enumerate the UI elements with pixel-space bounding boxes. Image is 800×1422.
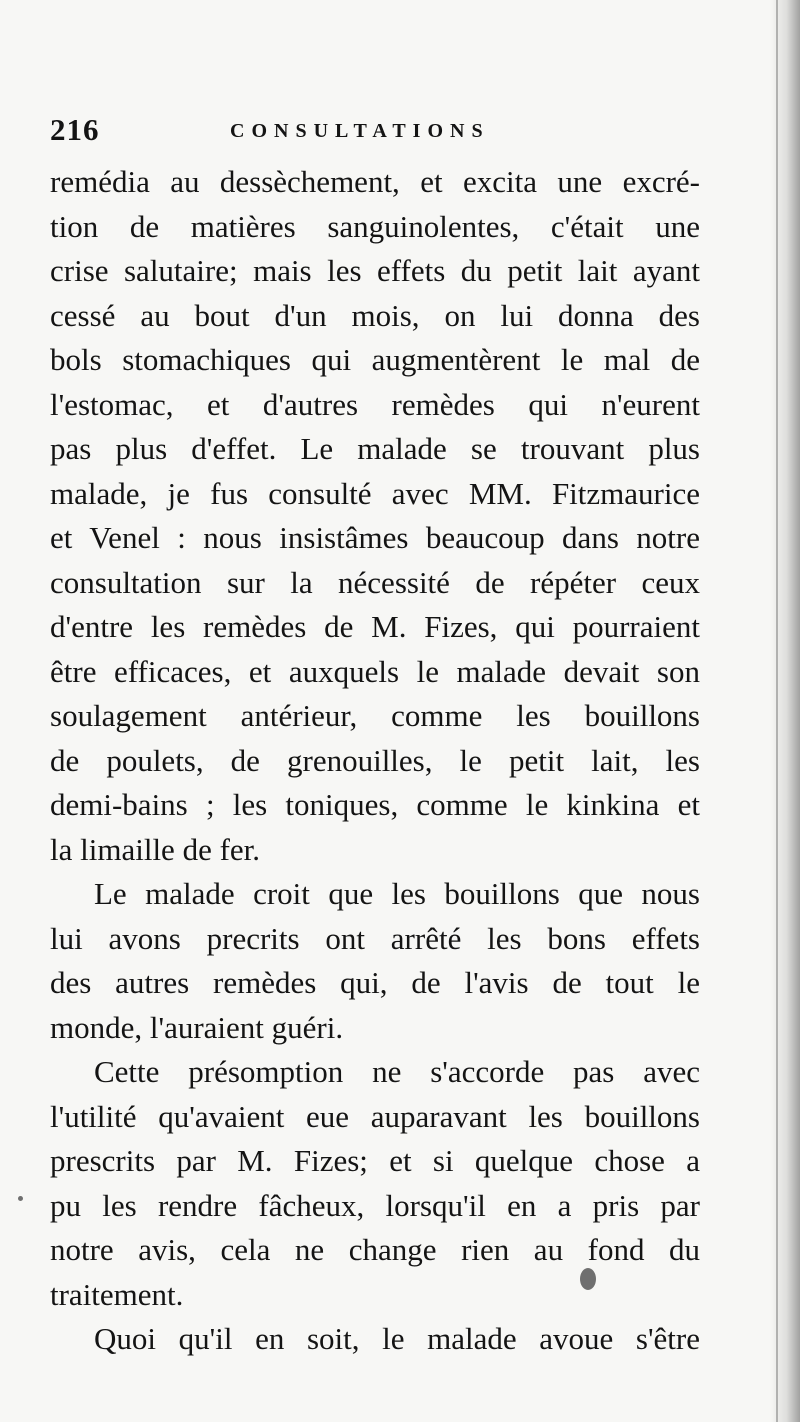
text-line: tion de matières sanguinolentes, c'était une	[50, 208, 700, 244]
text-line: l'estomac, et d'autres remèdes qui n'eurent	[50, 386, 700, 422]
text-line: consultation sur la nécessité de répéter ceux	[50, 564, 700, 600]
page-header	[50, 112, 520, 152]
page-number: 216	[50, 112, 100, 147]
text-line: bols stomachiques qui augmentèrent le mal de	[50, 342, 700, 377]
running-head: CONSULTATIONS	[230, 120, 490, 142]
text-line: lui avons precrits ont arrêté les bons effets	[50, 920, 700, 956]
text-line: pu les rendre fâcheux, lorsqu'il en a pris par	[50, 1187, 700, 1223]
text-line: notre avis, cela ne change rien au fond du	[50, 1232, 700, 1267]
text-line: demi-bains ; les toniques, comme le kinkina et	[50, 787, 700, 822]
text-line: l'utilité qu'avaient eue auparavant les bouillons	[50, 1098, 700, 1134]
text-line: monde, l'auraient guéri.	[50, 1009, 344, 1045]
text-line: Le malade croit que les bouillons que nous	[94, 876, 700, 911]
text-line: Quoi qu'il en soit, le malade avoue s'être	[94, 1321, 700, 1356]
text-line: remédia au dessèchement, et excita une excré-	[50, 164, 700, 199]
text-line: Cette présomption ne s'accorde pas avec	[94, 1054, 700, 1089]
text-line: de poulets, de grenouilles, le petit lait, les	[50, 742, 700, 778]
text-line: crise salutaire; mais les effets du petit lait ayant	[50, 253, 700, 288]
text-line: malade, je fus consulté avec MM. Fitzmaurice	[50, 475, 700, 511]
text-line: prescrits par M. Fizes; et si quelque chose a	[50, 1143, 700, 1178]
text-line: traitement.	[50, 1276, 184, 1312]
text-line: et Venel : nous insistâmes beaucoup dans notre	[50, 520, 700, 555]
text-line: soulagement antérieur, comme les bouillons	[50, 698, 700, 733]
text-line: d'entre les remèdes de M. Fizes, qui pourraient	[50, 609, 700, 644]
text-line: être efficaces, et auxquels le malade devait son	[50, 653, 700, 689]
page-edge-shadow	[770, 0, 800, 1422]
text-line: cessé au bout d'un mois, on lui donna des	[50, 297, 700, 333]
text-line: pas plus d'effet. Le malade se trouvant plus	[50, 431, 700, 466]
text-line: des autres remèdes qui, de l'avis de tout le	[50, 965, 700, 1000]
ink-speck	[18, 1196, 23, 1201]
page-edge-line	[776, 0, 778, 1422]
text-line: la limaille de fer.	[50, 831, 261, 867]
body-text	[50, 160, 700, 1362]
